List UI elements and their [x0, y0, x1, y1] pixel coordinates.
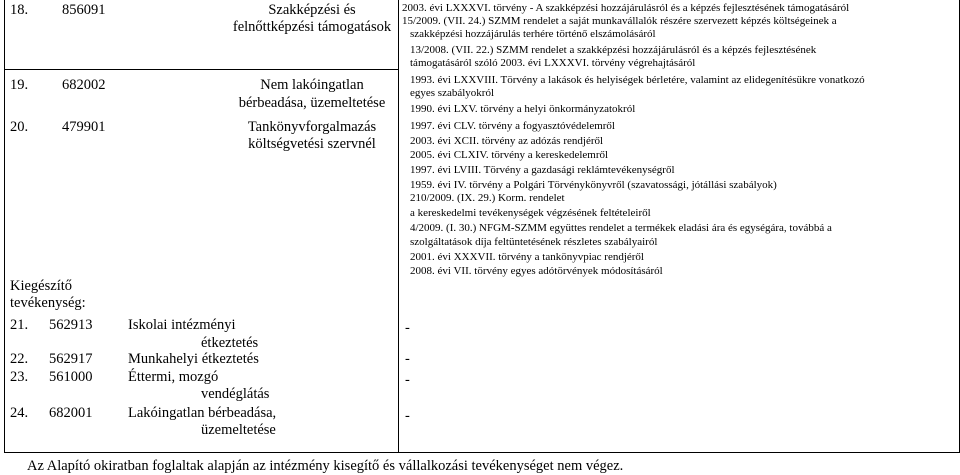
legislation-line: 2001. évi XXXVII. törvény a tankönyvpiac rendjéről: [410, 251, 644, 263]
row-19-desc-line2: bérbeadása, üzemeltetése: [238, 95, 386, 111]
row-18-number: 18.: [10, 2, 29, 18]
footer-note: Az Alapító okiratban foglaltak alapján az intézmény kisegítő és vállalkozási tevékenységet nem végez.: [27, 458, 624, 474]
legislation-line: 2003. évi XCII. törvény az adózás rendjéről: [410, 135, 604, 147]
row-23-number: 23.: [10, 369, 29, 385]
legislation-line: 210/2009. (IX. 29.) Korm. rendelet: [410, 192, 565, 204]
row-24-dash: -: [405, 408, 410, 424]
legislation-line: támogatásáról szóló 2003. évi LXXXVI. törvény végrehajtásáról: [410, 57, 696, 69]
legislation-line: 2005. évi CLXIV. törvény a kereskedelemről: [410, 149, 609, 161]
row-divider: [5, 69, 398, 70]
legislation-line: 1997. évi CLV. törvény a fogyasztóvédelemről: [410, 120, 615, 132]
legislation-line: 1997. évi LVIII. Törvény a gazdasági reklámtevékenységről: [410, 164, 675, 176]
row-18-desc-line1: Szakképzési és: [268, 2, 356, 18]
row-22-desc-line1: Munkahelyi étkeztetés: [128, 351, 259, 367]
row-21-desc-line2: étkeztetés: [201, 335, 259, 351]
row-23-desc-line1: Éttermi, mozgó: [128, 369, 219, 385]
legislation-line: egyes szabályokról: [410, 87, 494, 99]
legislation-line: 2008. évi VII. törvény egyes adótörvények módosításáról: [410, 265, 663, 277]
row-18-desc-line2: felnőttképzési támogatások: [232, 19, 392, 35]
row-24-code: 682001: [49, 405, 93, 421]
row-21-desc-line1: Iskolai intézményi: [128, 317, 236, 333]
legislation-line: szakképzési hozzájárulás terhére történő elszámolásáról: [410, 28, 656, 40]
row-19-code: 682002: [62, 77, 106, 93]
row-24-number: 24.: [10, 405, 29, 421]
row-20-desc-line2: költségvetési szervnél: [248, 136, 376, 152]
legislation-line: 2003. évi LXXXVI. törvény - A szakképzési hozzájárulásról és a képzés fejlesztésének támogatásáról: [402, 2, 850, 14]
row-22-code: 562917: [49, 351, 93, 367]
row-22-number: 22.: [10, 351, 29, 367]
row-20-code: 479901: [62, 119, 106, 135]
column-divider: [398, 0, 399, 452]
row-24-desc-line1: Lakóingatlan bérbeadása,: [128, 405, 277, 421]
legislation-line: a kereskedelmi tevékenységek végzésének feltételeiről: [410, 207, 651, 219]
row-20-number: 20.: [10, 119, 29, 135]
legislation-line: 1993. évi LXXVIII. Törvény a lakások és helyiségek bérletére, valamint az elidegenítésükre vonatkozó: [410, 74, 865, 86]
row-18-code: 856091: [62, 2, 106, 18]
row-21-dash: -: [405, 320, 410, 336]
legislation-line: 1959. évi IV. törvény a Polgári Törvénykönyvről (szavatossági, jótállási szabályok): [410, 179, 777, 191]
row-23-desc-line2: vendéglátás: [201, 386, 270, 402]
legislation-line: 15/2009. (VII. 24.) SZMM rendelet a saját munkavállalók részére szervezett képzés költségeinek a: [402, 15, 837, 27]
legislation-line: 4/2009. (I. 30.) NFGM-SZMM együttes rendelet a termékek eladási ára és egységára, továbbá a: [410, 222, 832, 234]
row-21-number: 21.: [10, 317, 29, 333]
row-23-dash: -: [405, 372, 410, 388]
row-19-desc-line1: Nem lakóingatlan: [260, 77, 364, 93]
row-19-number: 19.: [10, 77, 29, 93]
row-23-code: 561000: [49, 369, 93, 385]
legislation-line: szolgáltatások díja feltüntetésének részletes szabályairól: [410, 236, 658, 248]
supplementary-heading-line2: tevékenység:: [10, 295, 86, 311]
row-24-desc-line2: üzemeltetése: [201, 422, 276, 438]
legislation-line: 13/2008. (VII. 22.) SZMM rendelet a szakképzési hozzájárulásról és a képzés fejlesztésének: [410, 44, 817, 56]
supplementary-heading-line1: Kiegészítő: [10, 278, 73, 294]
legislation-line: 1990. évi LXV. törvény a helyi önkormányzatokról: [410, 103, 636, 115]
row-20-desc-line1: Tankönyvforgalmazás: [247, 119, 377, 135]
row-21-code: 562913: [49, 317, 93, 333]
row-22-dash: -: [405, 351, 410, 367]
